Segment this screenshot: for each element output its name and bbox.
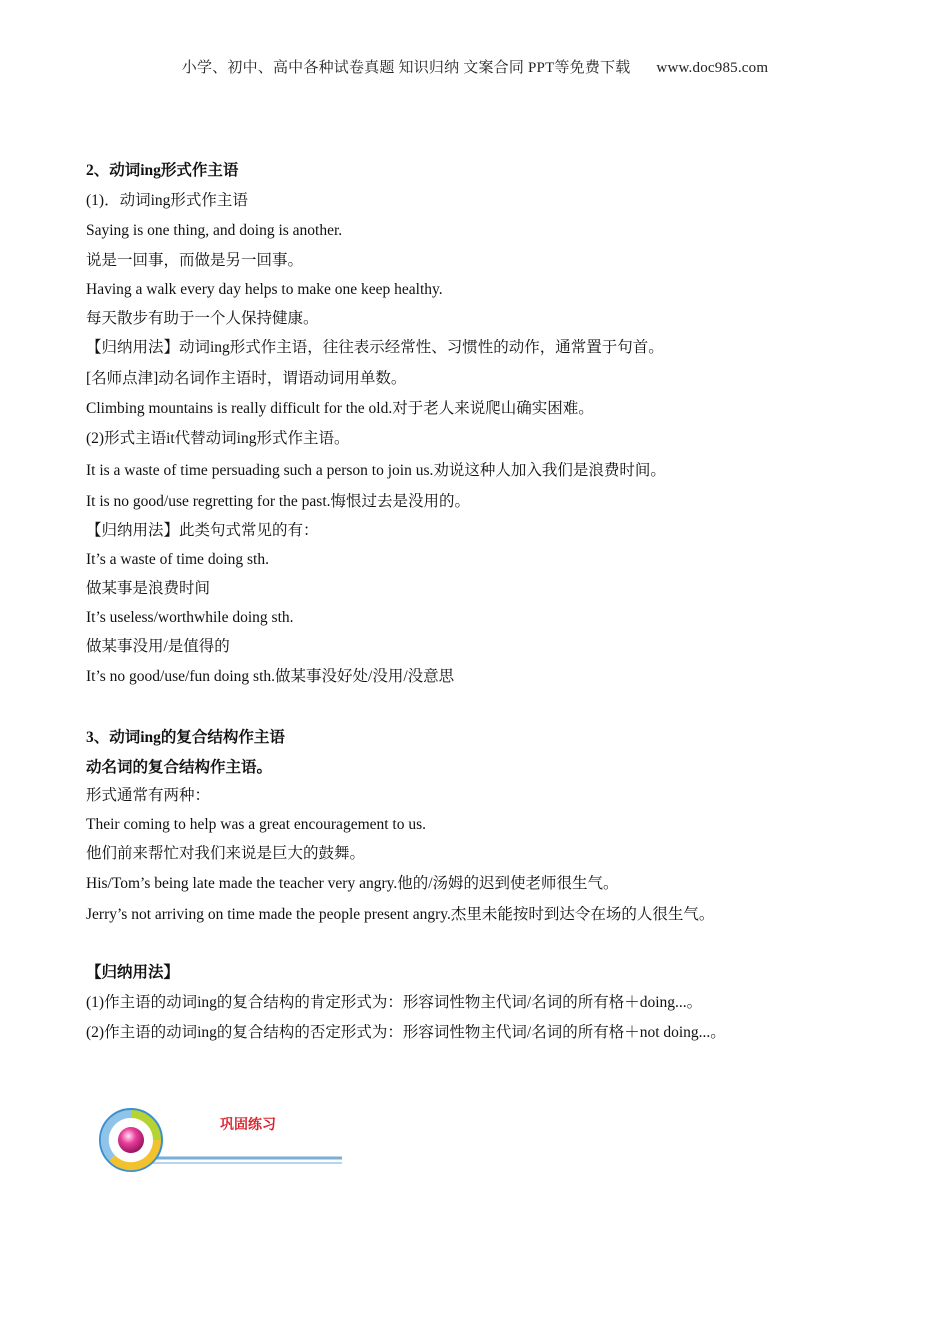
summary-heading: 【归纳用法】 — [86, 964, 180, 981]
text-line: It’s no good/use/fun doing sth.做某事没好处/没用/没意思 — [86, 668, 455, 685]
page-header — [0, 56, 950, 77]
text-line: (2)形式主语it代替动词ing形式作主语。 — [86, 430, 350, 447]
text-line: It is a waste of time persuading such a person to join us.劝说这种人加入我们是浪费时间。 — [86, 462, 666, 479]
text-line: His/Tom’s being late made the teacher very angry.他的/汤姆的迟到使老师很生气。 — [86, 875, 619, 892]
text-line: (1)．动词ing形式作主语 — [86, 192, 248, 209]
text-line: 【归纳用法】动词ing形式作主语，往往表示经常性、习惯性的动作，通常置于句首。 — [86, 339, 664, 356]
text-line: Climbing mountains is really difficult for the old.对于老人来说爬山确实困难。 — [86, 400, 594, 417]
text-line: 【归纳用法】此类句式常见的有： — [86, 522, 319, 539]
header-website: www.doc985.com — [656, 60, 769, 76]
text-line: Jerry’s not arriving on time made the people present angry.杰里未能按时到达令在场的人很生气。 — [86, 906, 715, 923]
text-line: 说是一回事，而做是另一回事。 — [86, 252, 304, 269]
practice-section-badge — [98, 1106, 348, 1174]
text-line: Saying is one thing, and doing is another. — [86, 222, 343, 239]
text-line: It’s a waste of time doing sth. — [86, 551, 269, 568]
header-text: 小学、初中、高中各种试卷真题 知识归纳 文案合同 PPT等免费下载 — [181, 60, 631, 76]
text-line: 做某事没用/是值得的 — [86, 638, 230, 655]
text-line: 做某事是浪费时间 — [86, 580, 211, 597]
text-line: Their coming to help was a great encouragement to us. — [86, 816, 427, 833]
summary-line: (1)作主语的动词ing的复合结构的肯定形式为：形容词性物主代词/名词的所有格＋doing...。 — [86, 994, 703, 1011]
text-line: It is no good/use regretting for the past.悔恨过去是没用的。 — [86, 493, 471, 510]
section-3-subheading: 动名词的复合结构作主语。 — [86, 759, 273, 776]
section-3-heading: 3、动词ing的复合结构作主语 — [86, 729, 285, 746]
text-line: 形式通常有两种： — [86, 787, 211, 804]
text-line: It’s useless/worthwhile doing sth. — [86, 609, 294, 626]
text-line: 他们前来帮忙对我们来说是巨大的鼓舞。 — [86, 845, 366, 862]
section-2-heading: 2、动词ing形式作主语 — [86, 162, 239, 179]
summary-line: (2)作主语的动词ing的复合结构的否定形式为：形容词性物主代词/名词的所有格＋not doing...。 — [86, 1024, 726, 1041]
text-line: 每天散步有助于一个人保持健康。 — [86, 310, 319, 327]
text-line: Having a walk every day helps to make one keep healthy. — [86, 281, 443, 298]
text-line: [名师点津]动名词作主语时，谓语动词用单数。 — [86, 370, 407, 387]
practice-label: 巩固练习 — [220, 1117, 276, 1133]
